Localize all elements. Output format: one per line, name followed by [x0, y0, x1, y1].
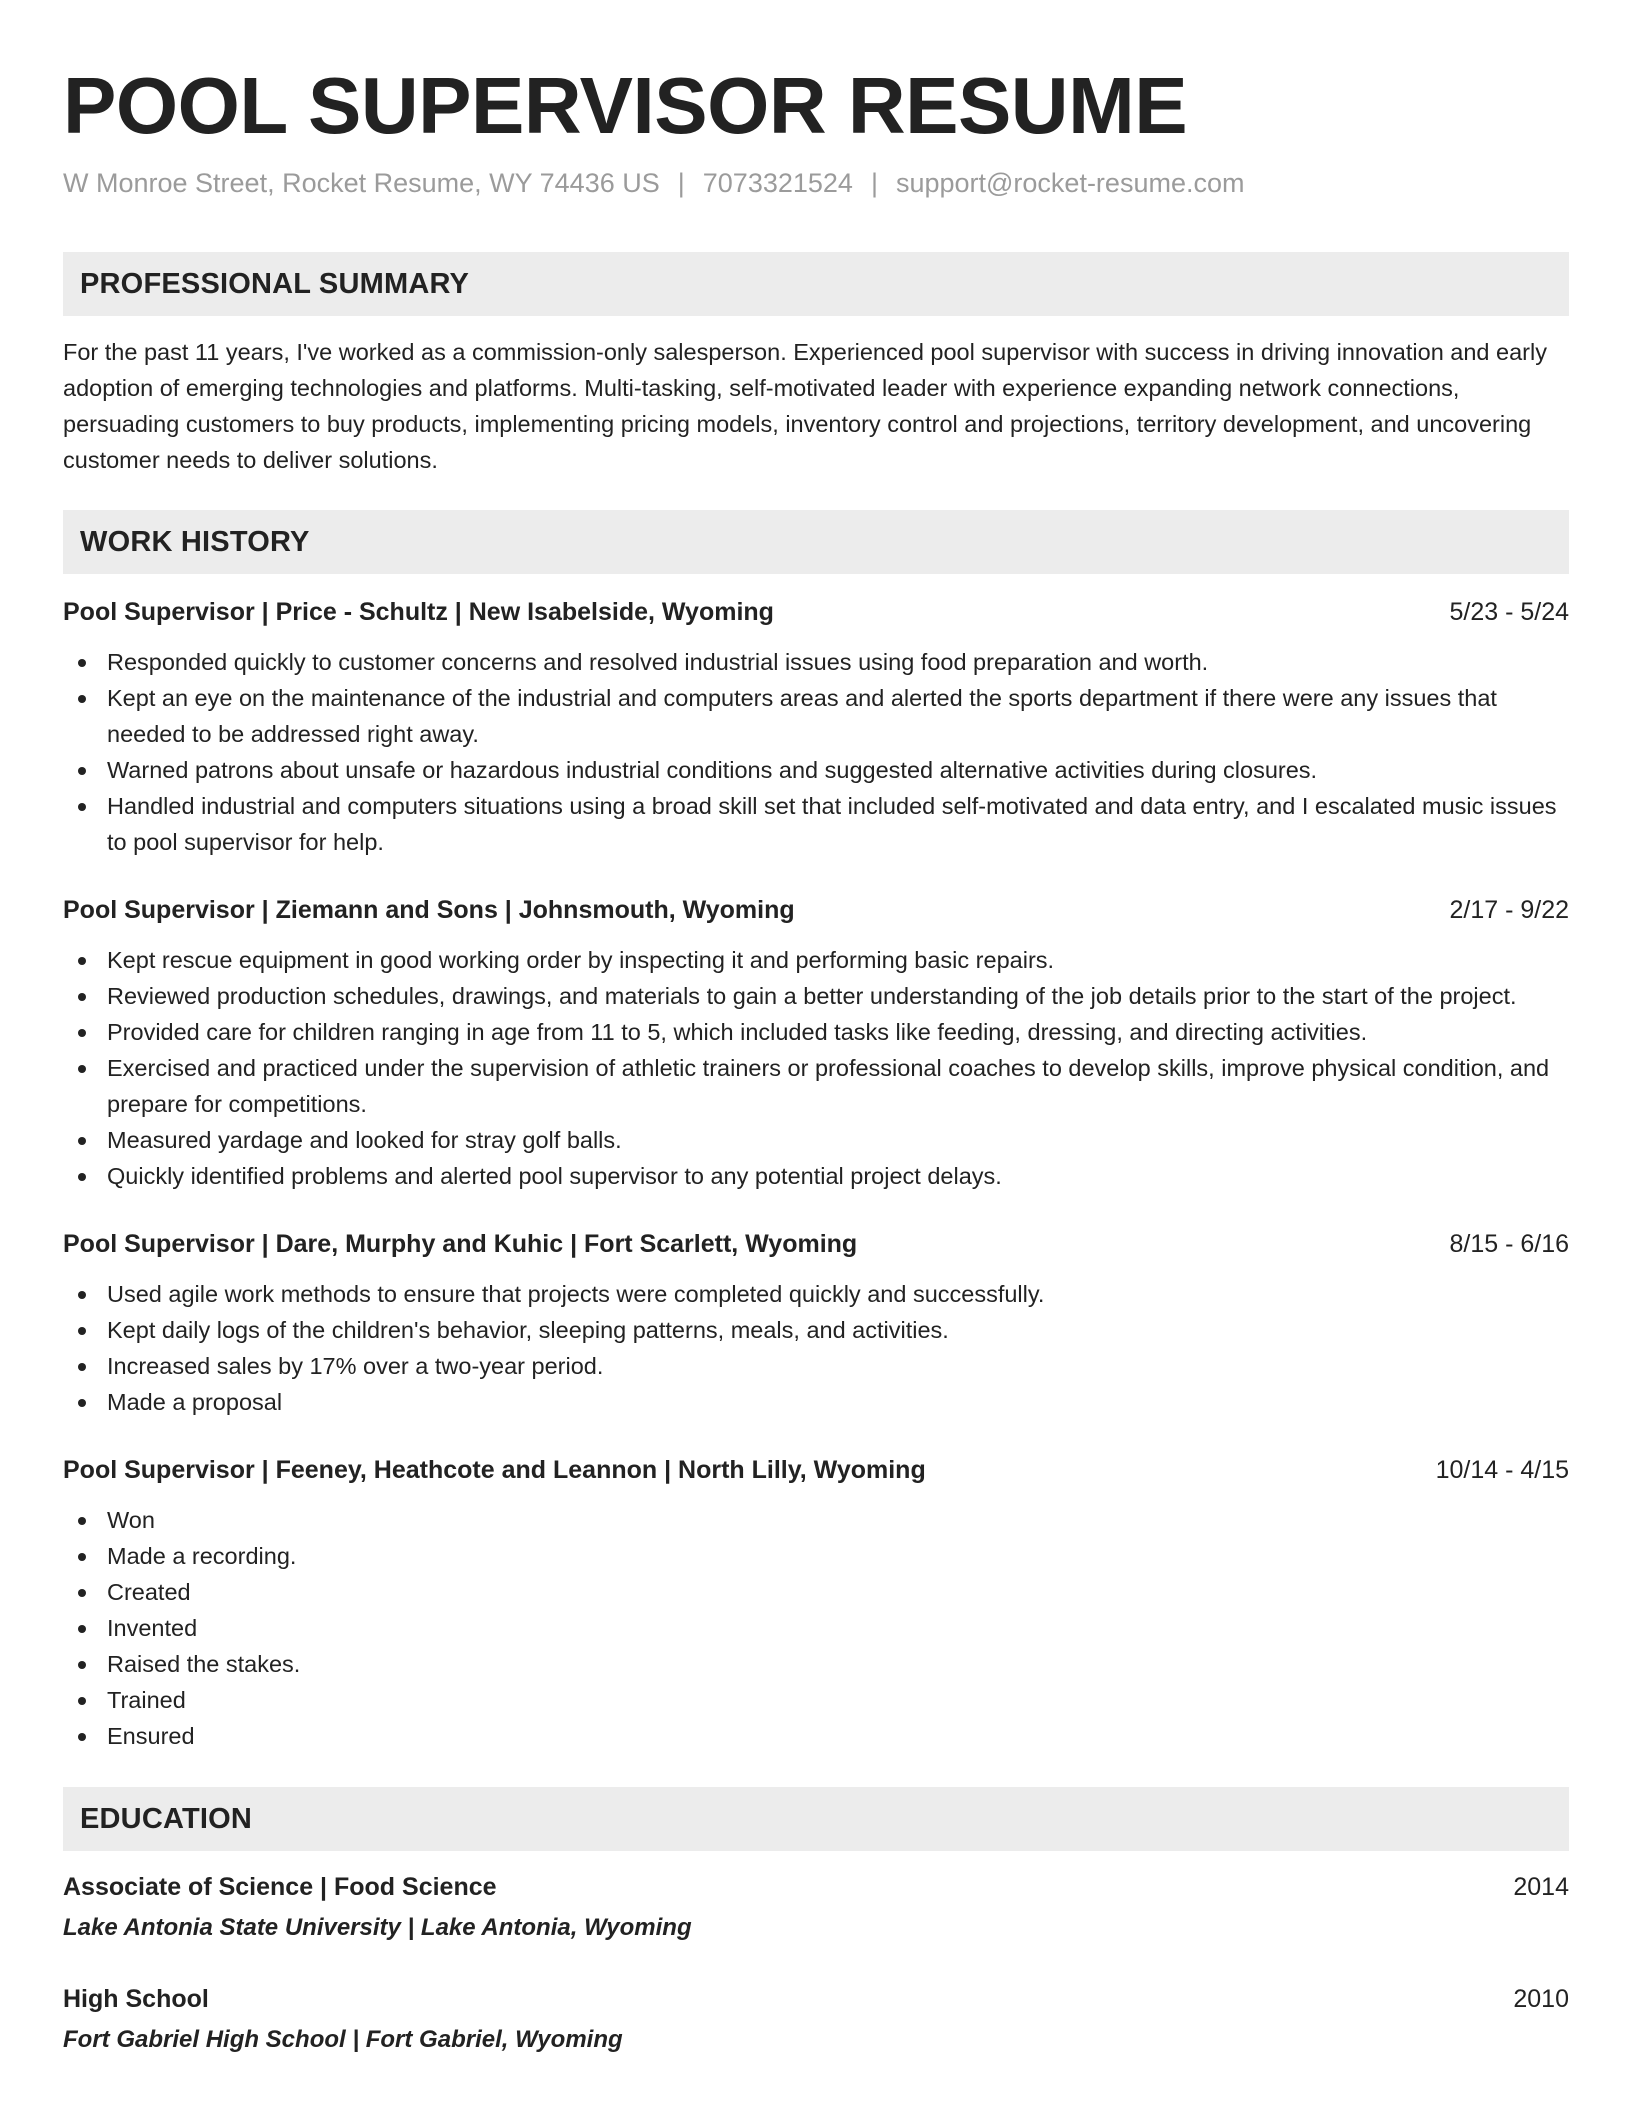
education-entry	[63, 1981, 1569, 2059]
job-bullet: Won	[63, 1502, 1569, 1538]
job-header	[63, 594, 1569, 630]
job-bullet: Used agile work methods to ensure that projects were completed quickly and successfully.	[63, 1276, 1569, 1312]
job-bullet: Quickly identified problems and alerted pool supervisor to any potential project delays.	[63, 1158, 1569, 1194]
summary-text: For the past 11 years, I've worked as a commission-only salesperson. Experienced pool supervisor with success in driving innovation and early adoption of emerging technologies and platforms. Multi-tasking, self-motivated leader with experience expanding network connections, persuading customers to buy products, implementing pricing models, inventory control and projections, territory development, and uncovering customer needs to deliver solutions.	[63, 339, 1547, 473]
education-school: Lake Antonia State University | Lake Antonia, Wyoming	[63, 1914, 692, 1941]
job-bullet: Ensured	[63, 1718, 1569, 1754]
job-bullets	[63, 942, 1569, 1194]
job-header	[63, 1452, 1569, 1488]
job-header	[63, 892, 1569, 928]
section-header-education: EDUCATION	[63, 1787, 1569, 1851]
job-bullet: Raised the stakes.	[63, 1646, 1569, 1682]
job-title: Pool Supervisor | Ziemann and Sons | Johnsmouth, Wyoming	[63, 896, 795, 924]
job-bullets	[63, 1502, 1569, 1754]
job-bullet: Reviewed production schedules, drawings, and materials to gain a better understanding of the job details prior to the start of the project.	[63, 978, 1569, 1014]
job-bullet: Kept daily logs of the children's behavior, sleeping patterns, meals, and activities.	[63, 1312, 1569, 1348]
job-title: Pool Supervisor | Price - Schultz | New Isabelside, Wyoming	[63, 598, 774, 626]
section-header-summary: PROFESSIONAL SUMMARY	[63, 252, 1569, 316]
job-bullet: Invented	[63, 1610, 1569, 1646]
job-dates: 8/15 - 6/16	[1449, 1230, 1569, 1258]
job-bullet: Increased sales by 17% over a two-year period.	[63, 1348, 1569, 1384]
education-degree: High School	[63, 1985, 209, 2013]
section-header-work-history: WORK HISTORY	[63, 510, 1569, 574]
job-title: Pool Supervisor | Feeney, Heathcote and Leannon | North Lilly, Wyoming	[63, 1456, 926, 1484]
job-dates: 5/23 - 5/24	[1449, 598, 1569, 626]
job-entry	[63, 1452, 1569, 1754]
job-bullet: Created	[63, 1574, 1569, 1610]
contact-line	[63, 168, 1569, 199]
contact-address: W Monroe Street, Rocket Resume, WY 74436 US	[63, 168, 660, 198]
job-entry	[63, 892, 1569, 1194]
job-bullet: Provided care for children ranging in age from 11 to 5, which included tasks like feeding, dressing, and directing activities.	[63, 1014, 1569, 1050]
job-bullet: Made a proposal	[63, 1384, 1569, 1420]
education-header	[63, 1981, 1569, 2017]
job-bullet: Trained	[63, 1682, 1569, 1718]
job-bullet: Made a recording.	[63, 1538, 1569, 1574]
education-degree: Associate of Science | Food Science	[63, 1873, 497, 1901]
job-bullets	[63, 1276, 1569, 1420]
contact-email: support@rocket-resume.com	[895, 168, 1245, 198]
job-bullet: Warned patrons about unsafe or hazardous industrial conditions and suggested alternative activities during closures.	[63, 752, 1569, 788]
job-bullet: Kept an eye on the maintenance of the industrial and computers areas and alerted the sports department if there were any issues that needed to be addressed right away.	[63, 680, 1569, 752]
job-title: Pool Supervisor | Dare, Murphy and Kuhic | Fort Scarlett, Wyoming	[63, 1230, 858, 1258]
education-year: 2014	[1513, 1873, 1569, 1901]
job-entry	[63, 594, 1569, 860]
contact-phone: 7073321524	[702, 168, 853, 198]
contact-separator: |	[677, 168, 685, 198]
education-header	[63, 1869, 1569, 1905]
job-bullets	[63, 644, 1569, 860]
job-dates: 10/14 - 4/15	[1435, 1456, 1569, 1484]
contact-separator: |	[870, 168, 878, 198]
job-bullet: Measured yardage and looked for stray golf balls.	[63, 1122, 1569, 1158]
job-bullet: Handled industrial and computers situations using a broad skill set that included self-motivated and data entry, and I escalated music issues to pool supervisor for help.	[63, 788, 1569, 860]
education-school: Fort Gabriel High School | Fort Gabriel, Wyoming	[63, 2026, 623, 2053]
job-header	[63, 1226, 1569, 1262]
education-entry	[63, 1869, 1569, 1947]
page-title: POOL SUPERVISOR RESUME	[63, 61, 1188, 150]
job-entry	[63, 1226, 1569, 1420]
education-year: 2010	[1513, 1985, 1569, 2013]
job-bullet: Kept rescue equipment in good working order by inspecting it and performing basic repairs.	[63, 942, 1569, 978]
job-bullet: Exercised and practiced under the supervision of athletic trainers or professional coaches to develop skills, improve physical condition, and prepare for competitions.	[63, 1050, 1569, 1122]
job-dates: 2/17 - 9/22	[1449, 896, 1569, 924]
job-bullet: Responded quickly to customer concerns and resolved industrial issues using food preparation and worth.	[63, 644, 1569, 680]
